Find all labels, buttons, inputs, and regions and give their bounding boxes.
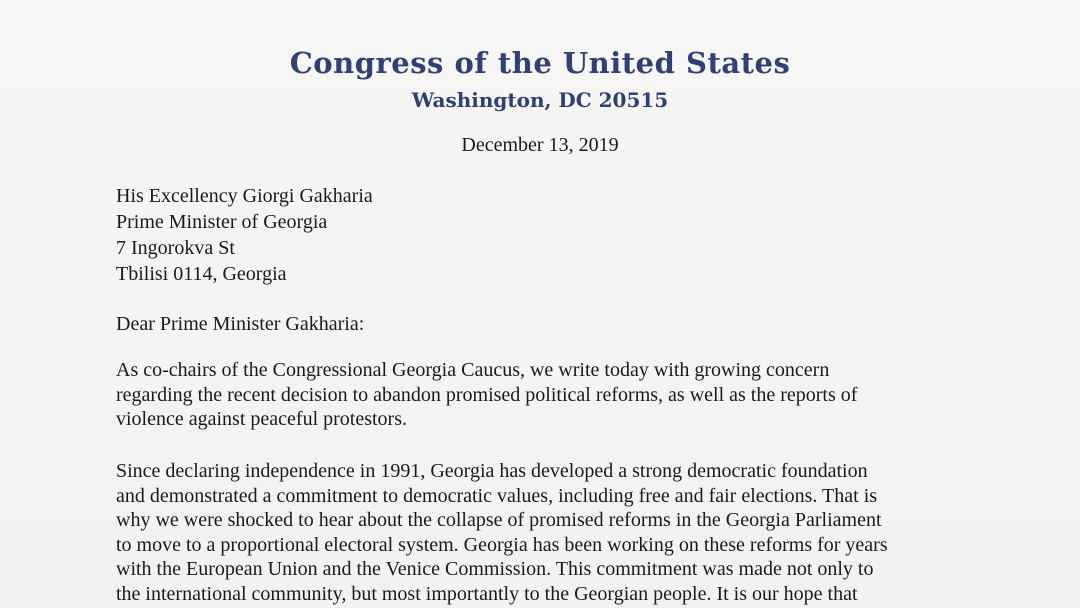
paragraph-line: with the European Union and the Venice Commission. This commitment was made not only to bbox=[116, 558, 874, 580]
recipient-line: Tbilisi 0114, Georgia bbox=[116, 263, 287, 285]
salutation: Dear Prime Minister Gakharia: bbox=[116, 313, 365, 335]
recipient-line: 7 Ingorokva St bbox=[116, 237, 235, 259]
paragraph-line: and demonstrated a commitment to democratic values, including free and fair elections. That is bbox=[116, 484, 878, 507]
paragraph-line: the international community, but most importantly to the Georgian people. It is our hope that bbox=[116, 582, 858, 605]
letterhead-title: Congress of the United States bbox=[289, 46, 791, 80]
recipient-line: Prime Minister of Georgia bbox=[116, 211, 328, 233]
paragraph-line: violence against peaceful protestors. bbox=[116, 408, 407, 430]
paragraph-line: Since declaring independence in 1991, Georgia has developed a strong democratic foundation bbox=[116, 460, 868, 482]
recipient-line: His Excellency Giorgi Gakharia bbox=[116, 185, 373, 207]
recipient-address bbox=[116, 183, 373, 287]
paragraph-1 bbox=[116, 358, 956, 432]
paragraph-line: As co-chairs of the Congressional Georgia Caucus, we write today with growing concern bbox=[116, 359, 830, 381]
letter-date: December 13, 2019 bbox=[461, 134, 619, 156]
paragraph-line: why we were shocked to hear about the collapse of promised reforms in the Georgia Parliament bbox=[116, 509, 882, 531]
paragraph-line: to move to a proportional electoral system. Georgia has been working on these reforms for years bbox=[116, 533, 888, 556]
paragraph-2 bbox=[116, 459, 956, 606]
letterhead-address: Washington, DC 20515 bbox=[411, 88, 669, 112]
paragraph-line: regarding the recent decision to abandon promised political reforms, as well as the reports of bbox=[116, 383, 858, 406]
